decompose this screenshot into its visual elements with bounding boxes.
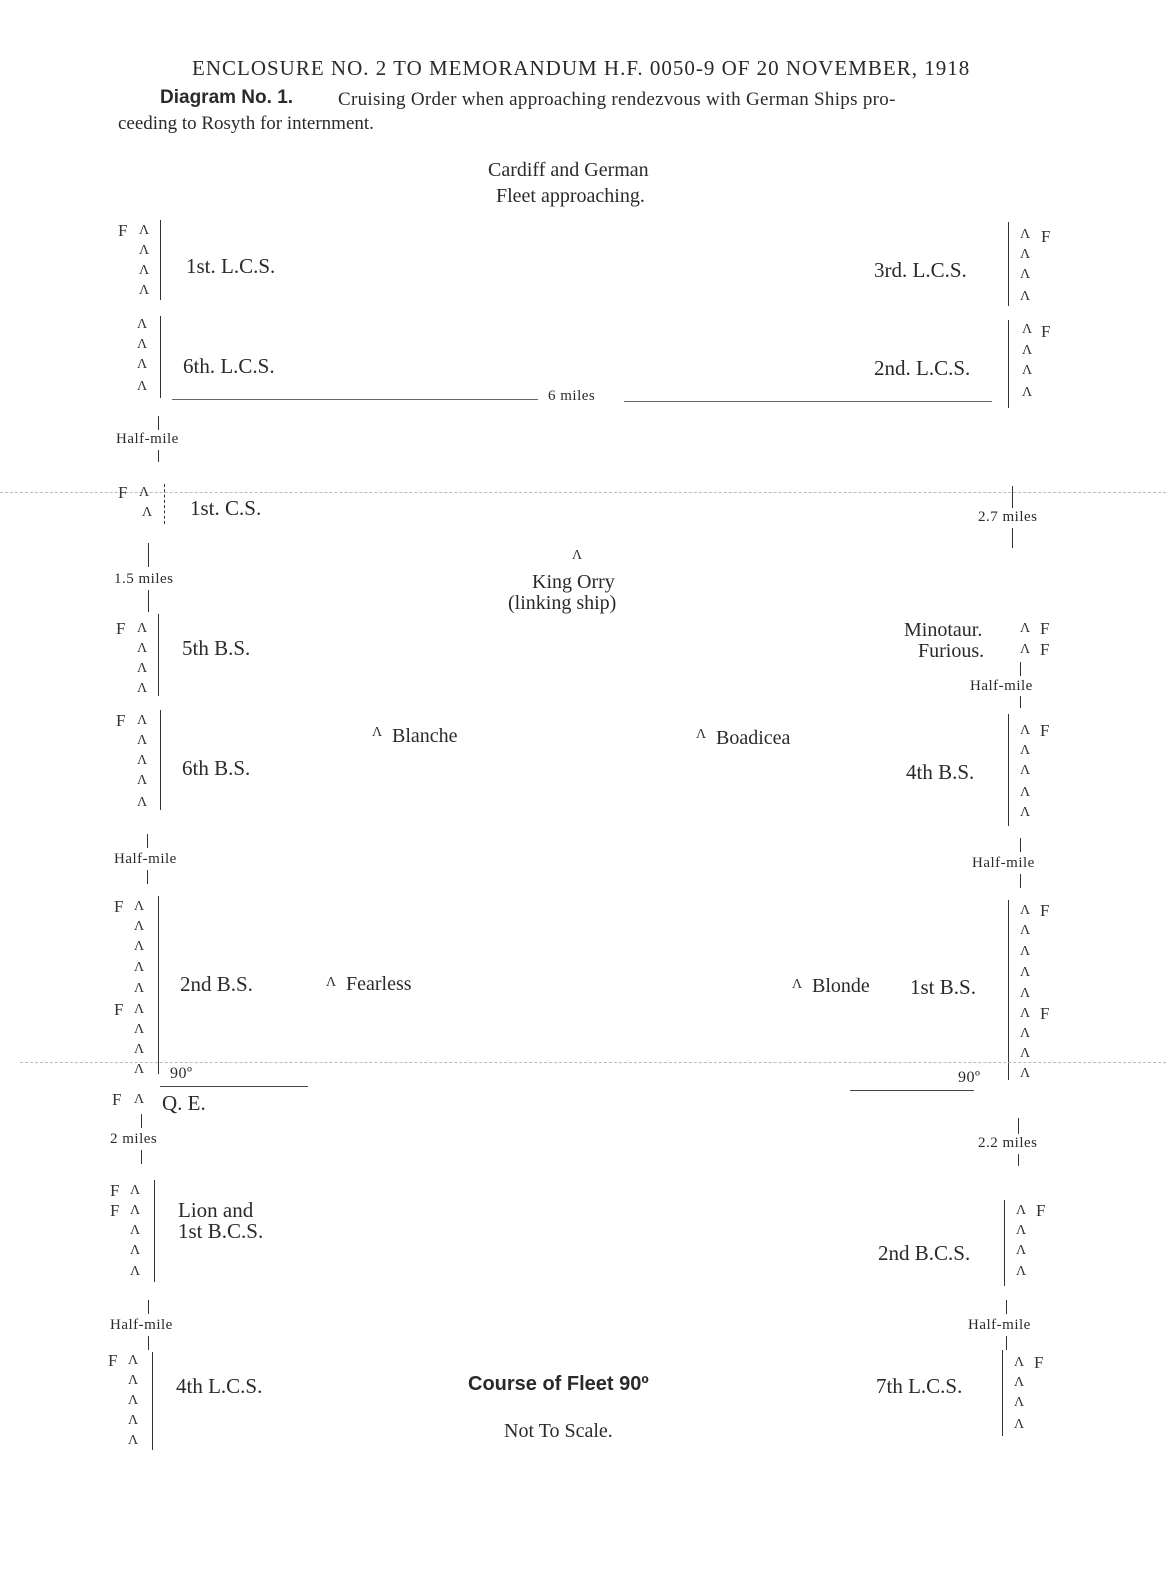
ship-marker: Λ xyxy=(1016,1264,1027,1279)
unit-label-lcs1: 1st. L.C.S. xyxy=(186,254,276,278)
tick xyxy=(158,416,159,430)
ship-marker: Λ xyxy=(1014,1375,1025,1390)
flag-marker: F xyxy=(114,1000,124,1019)
ship-marker: Λ xyxy=(142,505,153,520)
ship-marker: Λ xyxy=(1022,343,1033,358)
ship-marker: Λ xyxy=(137,621,148,636)
distance-2-2-miles: 2.2 miles xyxy=(978,1135,1038,1151)
tick xyxy=(1020,696,1021,708)
unit-label-bcs2: 2nd B.C.S. xyxy=(878,1241,971,1265)
tick xyxy=(141,1114,142,1128)
unit-label-bs2: 2nd B.S. xyxy=(180,972,253,996)
ship-marker: Λ xyxy=(137,337,148,352)
tick xyxy=(148,543,149,567)
ship-label-boadicea: Boadicea xyxy=(716,727,791,749)
ship-marker: Λ xyxy=(134,919,145,934)
ship-marker: Λ xyxy=(1014,1417,1025,1432)
distance-1-5-miles: 1.5 miles xyxy=(114,571,174,587)
ship-marker: Λ xyxy=(1016,1223,1027,1238)
unit-label-qe: Q. E. xyxy=(162,1091,206,1115)
ship-marker: Λ xyxy=(137,713,148,728)
ship-marker: Λ xyxy=(137,661,148,676)
ship-marker: Λ xyxy=(1022,385,1033,400)
tick xyxy=(1012,486,1013,508)
ship-label-minotaur: Minotaur. xyxy=(904,619,983,641)
ship-marker: Λ xyxy=(326,975,337,990)
distance-half-mile: Half-mile xyxy=(114,851,177,867)
ship-marker: Λ xyxy=(372,725,383,740)
tick xyxy=(1018,1118,1019,1134)
distance-half-mile: Half-mile xyxy=(968,1317,1031,1333)
ship-marker: Λ xyxy=(1016,1203,1027,1218)
ship-marker: Λ xyxy=(137,795,148,810)
six-miles-line-right xyxy=(624,401,992,402)
flag-marker: F xyxy=(116,619,126,638)
diagram-label: Diagram No. 1. xyxy=(160,87,294,108)
ship-marker: Λ xyxy=(696,727,707,742)
tick xyxy=(147,870,148,884)
ship-marker: Λ xyxy=(137,753,148,768)
ship-marker: Λ xyxy=(134,1022,145,1037)
ship-marker: Λ xyxy=(1020,763,1031,778)
tick xyxy=(148,590,149,612)
ship-marker: Λ xyxy=(1014,1355,1025,1370)
ship-marker: Λ xyxy=(1020,247,1031,262)
column-line-bs2 xyxy=(158,896,159,1074)
tick xyxy=(1006,1336,1007,1350)
column-line-lcs7 xyxy=(1002,1350,1003,1436)
ship-label-blanche: Blanche xyxy=(392,725,458,747)
ship-marker: Λ xyxy=(134,1062,145,1077)
ship-marker: Λ xyxy=(134,960,145,975)
ship-marker: Λ xyxy=(128,1393,139,1408)
column-line-bcs2 xyxy=(1004,1200,1005,1286)
ship-marker: Λ xyxy=(139,283,150,298)
ship-marker: Λ xyxy=(137,357,148,372)
column-line-bs4 xyxy=(1008,714,1009,826)
distance-half-mile: Half-mile xyxy=(110,1317,173,1333)
ship-marker: Λ xyxy=(1022,363,1033,378)
ship-marker: Λ xyxy=(134,981,145,996)
flag-marker: F xyxy=(1040,619,1050,638)
tick xyxy=(1020,662,1021,676)
column-line-lcs3 xyxy=(1008,222,1009,306)
ship-marker: Λ xyxy=(1020,227,1031,242)
tick xyxy=(1020,874,1021,888)
ship-marker: Λ xyxy=(139,223,150,238)
ship-marker: Λ xyxy=(1020,743,1031,758)
tick xyxy=(148,1300,149,1314)
unit-label-bs6: 6th B.S. xyxy=(182,756,251,780)
unit-label-bs5: 5th B.S. xyxy=(182,636,251,660)
ship-label-fearless: Fearless xyxy=(346,973,412,995)
ship-marker: Λ xyxy=(1020,289,1031,304)
ship-marker: Λ xyxy=(134,939,145,954)
ship-marker: Λ xyxy=(128,1413,139,1428)
distance-half-mile: Half-mile xyxy=(970,678,1033,694)
flag-marker: F xyxy=(110,1201,120,1220)
ship-marker: Λ xyxy=(128,1373,139,1388)
unit-label-lcs2: 2nd. L.C.S. xyxy=(874,356,971,380)
angle-line-right xyxy=(850,1090,974,1091)
ship-marker: Λ xyxy=(130,1183,141,1198)
ship-marker: Λ xyxy=(137,681,148,696)
distance-six-miles: 6 miles xyxy=(548,388,596,404)
ship-marker: Λ xyxy=(137,641,148,656)
ship-marker: Λ xyxy=(130,1243,141,1258)
ship-marker: Λ xyxy=(1020,621,1031,636)
ship-marker: Λ xyxy=(134,1042,145,1057)
unit-label-lcs3: 3rd. L.C.S. xyxy=(874,258,967,282)
column-line-bcs1 xyxy=(154,1180,155,1282)
tick xyxy=(148,1336,149,1350)
unit-label-bs4: 4th B.S. xyxy=(906,760,975,784)
distance-half-mile: Half-mile xyxy=(116,431,179,447)
ship-label-linking-ship: (linking ship) xyxy=(508,592,617,614)
ship-marker: Λ xyxy=(1020,1066,1031,1081)
flag-marker: F xyxy=(1040,721,1050,740)
scale-note: Not To Scale. xyxy=(504,1420,613,1442)
unit-label-lion: Lion and xyxy=(178,1198,254,1222)
tick xyxy=(141,1150,142,1164)
ship-marker: Λ xyxy=(139,263,150,278)
ship-label-king-orry: King Orry xyxy=(532,571,615,593)
distance-2-7-miles: 2.7 miles xyxy=(978,509,1038,525)
flag-marker: F xyxy=(1036,1201,1046,1220)
unit-label-lcs4: 4th L.C.S. xyxy=(176,1374,263,1398)
six-miles-line-left xyxy=(172,399,538,400)
approach-line-2: Fleet approaching. xyxy=(496,185,645,207)
caption-line-2: ceeding to Rosyth for internment. xyxy=(118,113,374,134)
ship-marker: Λ xyxy=(1020,944,1031,959)
ship-marker: Λ xyxy=(137,733,148,748)
ship-marker: Λ xyxy=(130,1223,141,1238)
ship-marker: Λ xyxy=(1020,965,1031,980)
ship-marker: Λ xyxy=(137,773,148,788)
approach-line-1: Cardiff and German xyxy=(488,159,649,181)
ship-marker: Λ xyxy=(137,379,148,394)
flag-marker: F xyxy=(116,711,126,730)
unit-label-bcs1: 1st B.C.S. xyxy=(178,1219,264,1243)
ship-marker: Λ xyxy=(1020,1046,1031,1061)
unit-label-bs1: 1st B.S. xyxy=(910,975,976,999)
column-line-bs1 xyxy=(1008,900,1009,1080)
ship-marker: Λ xyxy=(792,977,803,992)
flag-marker: F xyxy=(110,1181,120,1200)
unit-label-lcs6: 6th. L.C.S. xyxy=(183,354,275,378)
unit-label-cs1: 1st. C.S. xyxy=(190,496,262,520)
flag-marker: F xyxy=(1040,901,1050,920)
ship-marker: Λ xyxy=(1020,723,1031,738)
column-line-bs5 xyxy=(158,614,159,696)
flag-marker: F xyxy=(108,1351,118,1370)
tick xyxy=(1006,1300,1007,1314)
caption-line-1: Cruising Order when approaching rendezvous with German Ships pro- xyxy=(338,89,896,110)
paper-fold-line xyxy=(0,492,1166,493)
flag-marker: F xyxy=(1041,227,1051,246)
tick xyxy=(1018,1154,1019,1166)
ship-label-furious: Furious. xyxy=(918,640,985,662)
tick xyxy=(1020,838,1021,852)
ship-marker: Λ xyxy=(137,317,148,332)
ship-marker: Λ xyxy=(139,243,150,258)
angle-label-right: 90º xyxy=(958,1069,981,1086)
ship-marker: Λ xyxy=(1020,1026,1031,1041)
flag-marker: F xyxy=(1034,1353,1044,1372)
ship-marker: Λ xyxy=(1014,1395,1025,1410)
flag-marker: F xyxy=(112,1090,122,1109)
flag-marker: F xyxy=(118,221,128,240)
flag-marker: F xyxy=(1040,1004,1050,1023)
ship-marker: Λ xyxy=(1020,903,1031,918)
enclosure-heading: ENCLOSURE NO. 2 TO MEMORANDUM H.F. 0050-9 OF 20 NOVEMBER, 1918 xyxy=(192,56,971,80)
ship-marker: Λ xyxy=(128,1353,139,1368)
column-line-lcs2 xyxy=(1008,320,1009,408)
column-line-cs1 xyxy=(164,484,165,524)
angle-line-left xyxy=(160,1086,308,1087)
tick xyxy=(147,834,148,848)
column-line-bs6 xyxy=(160,710,161,810)
paper-fold-line xyxy=(20,1062,1166,1063)
ship-marker: Λ xyxy=(1016,1243,1027,1258)
ship-marker: Λ xyxy=(1020,267,1031,282)
angle-label-left: 90º xyxy=(170,1065,193,1082)
ship-marker: Λ xyxy=(1022,322,1033,337)
flag-marker: F xyxy=(114,897,124,916)
ship-marker: Λ xyxy=(134,1002,145,1017)
column-line-lcs4 xyxy=(152,1352,153,1450)
flag-marker: F xyxy=(1041,322,1051,341)
ship-label-blonde: Blonde xyxy=(812,975,870,997)
course-label: Course of Fleet 90º xyxy=(468,1373,649,1395)
ship-marker: Λ xyxy=(1020,805,1031,820)
flag-marker: F xyxy=(118,483,128,502)
tick xyxy=(158,450,159,462)
ship-marker: Λ xyxy=(1020,785,1031,800)
ship-marker: Λ xyxy=(1020,1006,1031,1021)
ship-marker: Λ xyxy=(1020,923,1031,938)
ship-marker: Λ xyxy=(1020,642,1031,657)
ship-marker: Λ xyxy=(1020,986,1031,1001)
ship-marker: Λ xyxy=(139,485,150,500)
flag-marker: F xyxy=(1040,640,1050,659)
ship-marker: Λ xyxy=(130,1264,141,1279)
ship-marker: Λ xyxy=(572,548,583,563)
tick xyxy=(1012,528,1013,548)
distance-2-miles: 2 miles xyxy=(110,1131,158,1147)
column-line-lcs6 xyxy=(160,316,161,398)
ship-marker: Λ xyxy=(130,1203,141,1218)
ship-marker: Λ xyxy=(128,1433,139,1448)
unit-label-lcs7: 7th L.C.S. xyxy=(876,1374,963,1398)
ship-marker: Λ xyxy=(134,899,145,914)
column-line-lcs1 xyxy=(160,220,161,300)
distance-half-mile: Half-mile xyxy=(972,855,1035,871)
ship-marker: Λ xyxy=(134,1092,145,1107)
